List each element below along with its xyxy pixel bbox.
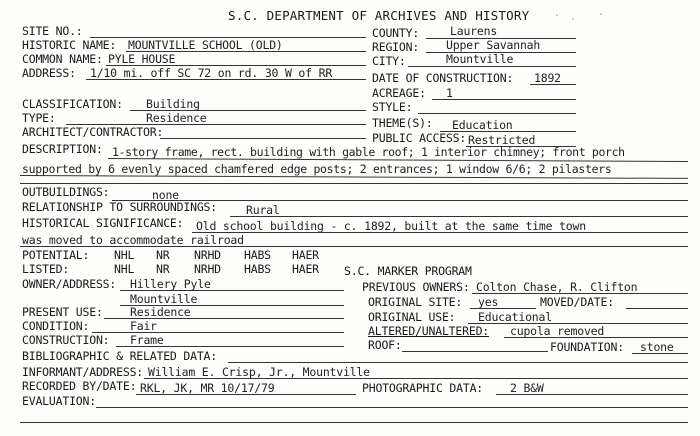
date-line bbox=[530, 84, 576, 85]
style-line bbox=[418, 113, 576, 114]
listed-nrhd: NRHD bbox=[194, 262, 221, 276]
public-access-label: PUBLIC ACCESS: bbox=[372, 131, 467, 145]
description-label: DESCRIPTION: bbox=[22, 142, 103, 156]
date-label: DATE OF CONSTRUCTION: bbox=[372, 71, 514, 85]
altered-value: cupola removed bbox=[510, 324, 605, 338]
present-use-value: Residence bbox=[130, 305, 191, 319]
owner-label: OWNER/ADDRESS: bbox=[22, 277, 117, 291]
foundation-label: FOUNDATION: bbox=[550, 340, 624, 354]
city-line bbox=[408, 66, 576, 67]
classification-label: CLASSIFICATION: bbox=[22, 97, 123, 111]
informant-label: INFORMANT/ADDRESS: bbox=[22, 365, 144, 379]
listed-haer: HAER bbox=[292, 262, 319, 276]
construction-value: Frame bbox=[130, 333, 164, 347]
region-value: Upper Savannah bbox=[446, 38, 541, 52]
potential-habs: HABS bbox=[244, 248, 271, 262]
previous-owners-line bbox=[472, 293, 688, 294]
outbuildings-label: OUTBUILDINGS: bbox=[22, 185, 110, 199]
foundation-line bbox=[632, 353, 688, 354]
scan-speck bbox=[556, 14, 558, 16]
informant-line bbox=[144, 378, 688, 379]
relationship-value: Rural bbox=[246, 203, 280, 217]
evaluation-line-1 bbox=[96, 407, 688, 408]
acreage-value: 1 bbox=[446, 86, 453, 100]
address-value: 1/10 mi. off SC 72 on rd. 30 W of RR bbox=[90, 66, 333, 80]
historic-name-value: MOUNTVILLE SCHOOL (OLD) bbox=[128, 38, 283, 52]
historic-name-label: HISTORIC NAME: bbox=[22, 38, 117, 52]
potential-haer: HAER bbox=[292, 248, 319, 262]
description-line-1: 1-story frame, rect. building with gable roof; 1 interior chimney; front porch bbox=[112, 145, 625, 159]
owner-line-2: Mountville bbox=[130, 292, 198, 306]
architect-line bbox=[160, 138, 366, 139]
previous-owners-label: PREVIOUS OWNERS: bbox=[362, 280, 470, 294]
significance-label: HISTORICAL SIGNIFICANCE: bbox=[22, 216, 184, 230]
region-label: REGION: bbox=[372, 40, 420, 54]
altered-label: ALTERED/UNALTERED: bbox=[368, 324, 490, 338]
site-no-label: SITE NO.: bbox=[22, 24, 83, 38]
bibliographic-label: BIBLIOGRAPHIC & RELATED DATA: bbox=[22, 349, 217, 363]
listed-label: LISTED: bbox=[22, 262, 70, 276]
city-label: CITY: bbox=[372, 54, 406, 68]
potential-label: POTENTIAL: bbox=[22, 248, 90, 262]
recorded-label: RECORDED BY/DATE: bbox=[22, 379, 137, 393]
construction-line bbox=[116, 346, 344, 347]
listed-habs: HABS bbox=[244, 262, 271, 276]
acreage-label: ACREAGE: bbox=[372, 86, 426, 100]
scan-speck bbox=[600, 13, 602, 15]
present-use-label: PRESENT USE: bbox=[22, 305, 103, 319]
classification-value: Building bbox=[146, 97, 200, 111]
type-value: Residence bbox=[146, 111, 207, 125]
foundation-value: stone bbox=[640, 340, 674, 354]
original-use-label: ORIGINAL USE: bbox=[368, 310, 456, 324]
common-name-value: PYLE HOUSE bbox=[108, 52, 176, 66]
agency-title: S.C. DEPARTMENT OF ARCHIVES AND HISTORY bbox=[228, 8, 530, 23]
significance-line-2: was moved to accommodate railroad bbox=[22, 233, 244, 247]
address-label: ADDRESS: bbox=[22, 66, 76, 80]
photographic-label: PHOTOGRAPHIC DATA: bbox=[362, 381, 484, 395]
county-label: COUNTY: bbox=[372, 26, 420, 40]
type-label: TYPE: bbox=[22, 111, 56, 125]
marker-program-label: S.C. MARKER PROGRAM bbox=[344, 264, 472, 278]
date-value: 1892 bbox=[534, 71, 561, 85]
photographic-value: 2 B&W bbox=[510, 381, 544, 395]
potential-nr: NR bbox=[156, 248, 170, 262]
bibliographic-line bbox=[228, 362, 688, 363]
recorded-value: RKL, JK, MR 10/17/79 bbox=[140, 381, 275, 395]
themes-label: THEME(S): bbox=[372, 116, 433, 130]
city-value: Mountville bbox=[446, 52, 514, 66]
significance-line-1-rule bbox=[192, 232, 688, 233]
description-blank-rule bbox=[20, 183, 688, 184]
owner-line-1-rule bbox=[120, 290, 344, 291]
county-value: Laurens bbox=[450, 24, 498, 38]
moved-date-label: MOVED/DATE: bbox=[540, 295, 614, 309]
listed-nhl: NHL bbox=[114, 262, 135, 276]
significance-line-1: Old school building - c. 1892, built at the same time town bbox=[196, 219, 586, 233]
evaluation-line-2 bbox=[20, 422, 688, 423]
construction-label: CONSTRUCTION: bbox=[22, 333, 110, 347]
owner-line-1: Hillery Pyle bbox=[130, 277, 211, 291]
condition-value: Fair bbox=[130, 319, 157, 333]
evaluation-label: EVALUATION: bbox=[22, 394, 96, 408]
relationship-line bbox=[230, 216, 688, 217]
common-name-label: COMMON NAME: bbox=[22, 52, 103, 66]
moved-date-line bbox=[626, 308, 688, 309]
style-label: STYLE: bbox=[372, 100, 413, 114]
previous-owners-value: Colton Chase, R. Clifton bbox=[476, 280, 638, 294]
architect-label: ARCHITECT/CONTRACTOR: bbox=[22, 125, 164, 139]
potential-nhl: NHL bbox=[114, 248, 135, 262]
photographic-line bbox=[496, 394, 688, 395]
scan-speck bbox=[572, 18, 574, 20]
altered-line bbox=[504, 337, 688, 338]
original-site-label: ORIGINAL SITE: bbox=[368, 295, 463, 309]
original-site-line bbox=[470, 308, 536, 309]
condition-label: CONDITION: bbox=[22, 319, 90, 333]
original-use-value: Educational bbox=[478, 310, 552, 324]
significance-line-2-rule bbox=[20, 246, 688, 247]
themes-value: Education bbox=[452, 118, 513, 132]
description-line-2: supported by 6 evenly spaced chamfered edge posts; 2 entrances; 1 window 6/6; 2 pilasters bbox=[22, 162, 612, 176]
original-site-value: yes bbox=[478, 295, 499, 309]
potential-nrhd: NRHD bbox=[194, 248, 221, 262]
relationship-label: RELATIONSHIP TO SURROUNDINGS: bbox=[22, 200, 217, 214]
informant-value: William E. Crisp, Jr., Mountville bbox=[148, 365, 370, 379]
acreage-line bbox=[432, 99, 576, 100]
roof-label: ROOF: bbox=[368, 338, 402, 352]
listed-nr: NR bbox=[156, 262, 170, 276]
outbuildings-value: none bbox=[152, 188, 179, 202]
recorded-line bbox=[136, 394, 356, 395]
address-line bbox=[86, 79, 366, 80]
public-access-value: Restricted bbox=[468, 133, 536, 147]
roof-line bbox=[402, 351, 548, 352]
